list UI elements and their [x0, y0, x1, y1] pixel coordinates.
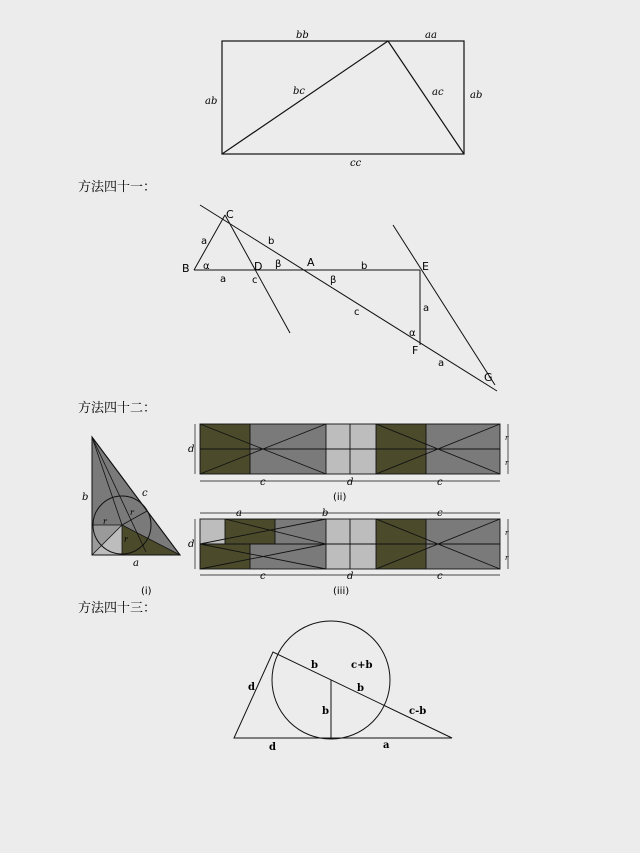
label-bc: bc	[293, 86, 306, 97]
label-ac: ac	[432, 87, 444, 98]
point-g: G	[484, 371, 493, 384]
iii-label-a: a	[236, 508, 242, 519]
ii-label-r1: r	[505, 434, 509, 442]
ii-label-d-mid: d	[347, 477, 354, 488]
figure-method-41	[194, 205, 497, 391]
diagonal-ac	[388, 41, 464, 154]
iii-label-r1: r	[505, 529, 509, 537]
point-b: B	[182, 262, 190, 275]
point-f: F	[412, 344, 419, 357]
seg-ef-a: a	[423, 303, 430, 314]
diagonal-bc	[222, 41, 388, 154]
m43-label-b-right: b	[357, 683, 364, 694]
iii-label-c1: c	[260, 571, 266, 582]
line-c-g	[200, 205, 497, 391]
m43-label-c-plus-b: c+b	[351, 660, 373, 671]
seg-ae-b: b	[361, 261, 368, 272]
m43-label-d-bottom: d	[269, 742, 276, 753]
tri-label-r3: r	[124, 535, 128, 544]
point-e: E	[422, 260, 429, 273]
caption-ii: (ii)	[333, 492, 347, 503]
angle-a-beta: β	[330, 275, 337, 286]
angle-f-alpha: α	[409, 328, 416, 339]
figure-incircle-triangle	[92, 437, 180, 555]
iii-label-d: d	[188, 539, 195, 550]
angle-d-beta: β	[275, 259, 282, 270]
line-through-d	[225, 215, 290, 333]
label-ab-left: ab	[205, 96, 218, 107]
seg-bc-a: a	[201, 236, 208, 247]
figure-method-43	[234, 621, 452, 739]
iii-label-c2: c	[437, 571, 443, 582]
caption-i: (i)	[141, 586, 152, 597]
iii-label-b: b	[322, 508, 329, 519]
outer-triangle	[234, 652, 452, 738]
heading-method-43: 方法四十三：	[78, 601, 157, 616]
m43-label-b-inner: b	[322, 706, 329, 717]
iii-label-d-mid: d	[347, 571, 354, 582]
m43-label-a-bottom: a	[383, 740, 390, 751]
point-c: C	[226, 208, 234, 221]
point-d: D	[254, 260, 263, 273]
seg-fg-a: a	[438, 358, 445, 369]
tri-label-a: a	[133, 558, 139, 569]
m43-label-c-minus-b: c-b	[409, 706, 427, 717]
figure-rectangle	[222, 41, 464, 154]
figure-strip-ii	[195, 424, 508, 481]
rectangle-outline	[222, 41, 464, 154]
iii-label-r2: r	[505, 554, 509, 562]
caption-iii: (iii)	[333, 586, 350, 597]
label-ab-right: ab	[470, 90, 483, 101]
tri-label-r2: r	[130, 508, 134, 517]
seg-d-c: c	[252, 275, 258, 286]
figure-strip-iii	[195, 513, 508, 575]
point-a: A	[307, 256, 315, 269]
m43-label-b-chord: b	[311, 660, 318, 671]
m43-label-d-left: d	[248, 682, 255, 693]
seg-af-c: c	[354, 307, 360, 318]
label-bb: bb	[296, 30, 309, 41]
ii-label-r2: r	[505, 459, 509, 467]
seg-bd-a: a	[220, 274, 227, 285]
label-aa: aa	[425, 30, 437, 41]
iii-label-c: c	[437, 508, 443, 519]
heading-method-42: 方法四十二：	[78, 401, 157, 416]
tri-label-r1: r	[103, 517, 107, 526]
angle-b-alpha: α	[203, 261, 210, 272]
label-cc: cc	[350, 158, 362, 169]
tri-label-c: c	[142, 488, 148, 499]
ii-label-c1: c	[260, 477, 266, 488]
ii-label-d: d	[188, 444, 195, 455]
tri-label-b: b	[82, 492, 89, 503]
seg-cd-b: b	[268, 236, 275, 247]
heading-method-41: 方法四十一：	[78, 180, 157, 195]
ii-label-c2: c	[437, 477, 443, 488]
